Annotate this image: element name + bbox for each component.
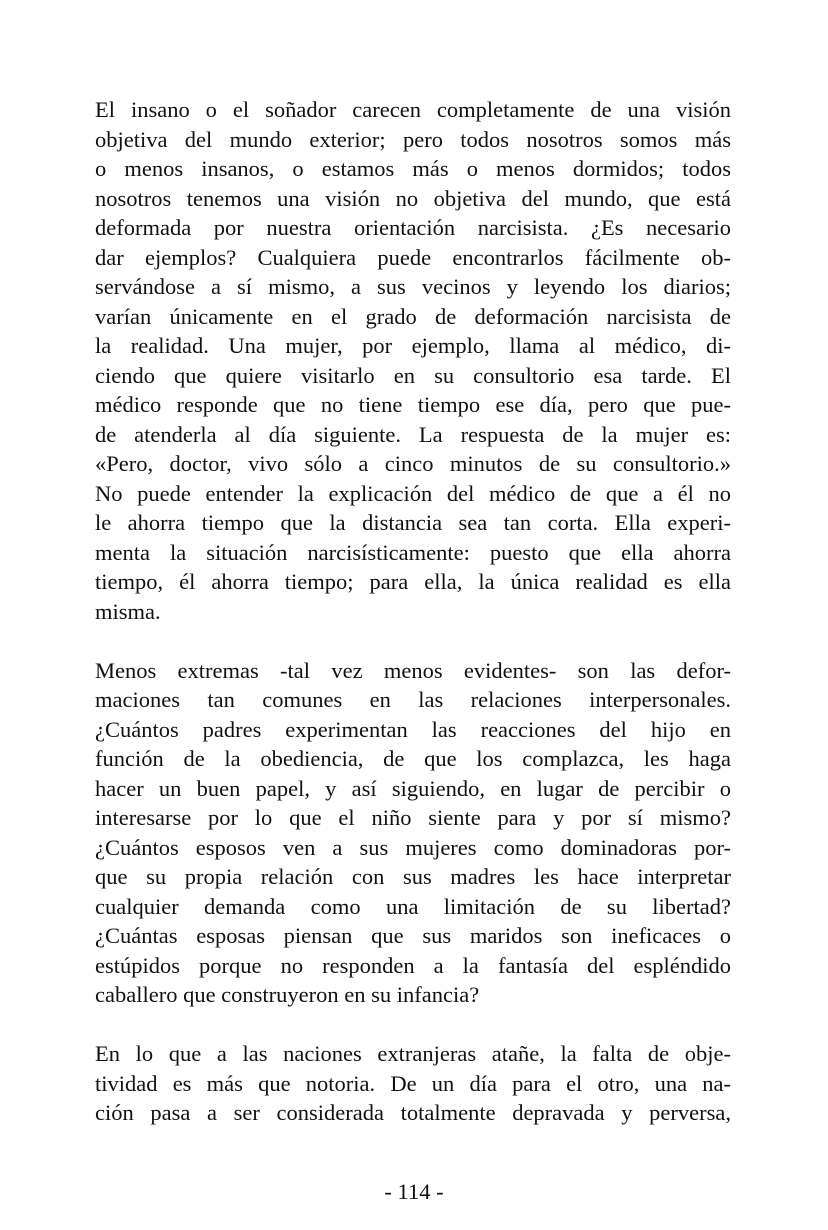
text-line: El insano o el soñador carecen completamente de una visión bbox=[95, 97, 731, 122]
text-line: ¿Cuántos padres experimentan las reacciones del hijo en bbox=[95, 716, 731, 742]
paragraph-gap bbox=[95, 626, 731, 656]
paragraph bbox=[95, 1039, 731, 1128]
text-line: ciendo que quiere visitarlo en su consultorio esa tarde. El bbox=[95, 362, 731, 388]
text-line: «Pero, doctor, vivo sólo a cinco minutos de su consultorio.» bbox=[95, 451, 731, 476]
text-line: ¿Cuántos esposos ven a sus mujeres como dominadoras por- bbox=[95, 834, 731, 860]
text-line: varían únicamente en el grado de deformación narcisista de bbox=[95, 303, 731, 329]
text-line: ción pasa a ser considerada totalmente depravada y perversa, bbox=[95, 1100, 731, 1125]
text-line: deformada por nuestra orientación narcisista. ¿Es necesario bbox=[95, 215, 731, 240]
text-line: interesarse por lo que el niño siente para y por sí mismo? bbox=[95, 805, 731, 830]
text-line: servándose a sí mismo, a sus vecinos y leyendo los diarios; bbox=[95, 274, 731, 299]
text-line: médico responde que no tiene tiempo ese día, pero que pue- bbox=[95, 392, 731, 417]
text-line: misma. bbox=[95, 598, 161, 624]
text-line: menta la situación narcisísticamente: puesto que ella ahorra bbox=[95, 539, 731, 565]
text-line: ¿Cuántas esposas piensan que sus maridos son ineficaces o bbox=[95, 923, 731, 948]
text-line: la realidad. Una mujer, por ejemplo, llama al médico, di- bbox=[95, 333, 731, 358]
text-line: o menos insanos, o estamos más o menos dormidos; todos bbox=[95, 156, 731, 181]
text-line: le ahorra tiempo que la distancia sea tan corta. Ella experi- bbox=[95, 510, 731, 535]
body-text bbox=[95, 95, 731, 1128]
text-line: cualquier demanda como una limitación de su libertad? bbox=[95, 893, 731, 919]
text-line: nosotros tenemos una visión no objetiva del mundo, que está bbox=[95, 185, 731, 211]
text-line: tiempo, él ahorra tiempo; para ella, la única realidad es ella bbox=[95, 569, 731, 594]
text-line: que su propia relación con sus madres les hace interpretar bbox=[95, 864, 731, 889]
text-line: función de la obediencia, de que los complazca, les haga bbox=[95, 746, 731, 771]
text-line: Menos extremas -tal vez menos evidentes- son las defor- bbox=[95, 657, 731, 683]
text-line: estúpidos porque no responden a la fantasía del espléndido bbox=[95, 952, 731, 978]
page-number: - 114 - bbox=[384, 1179, 444, 1204]
text-line: tividad es más que notoria. De un día para el otro, una na- bbox=[95, 1070, 731, 1096]
paragraph bbox=[95, 656, 731, 1010]
paragraph bbox=[95, 95, 731, 626]
text-line: En lo que a las naciones extranjeras atañe, la falta de obje- bbox=[95, 1041, 731, 1066]
text-line: objetiva del mundo exterior; pero todos nosotros somos más bbox=[95, 126, 731, 152]
paragraph-gap bbox=[95, 1010, 731, 1040]
text-line: No puede entender la explicación del médico de que a él no bbox=[95, 480, 731, 506]
text-line: de atenderla al día siguiente. La respuesta de la mujer es: bbox=[95, 421, 731, 447]
text-line: dar ejemplos? Cualquiera puede encontrarlos fácilmente ob- bbox=[95, 244, 731, 270]
text-line: maciones tan comunes en las relaciones interpersonales. bbox=[95, 687, 731, 712]
text-line: caballero que construyeron en su infancia? bbox=[95, 982, 480, 1007]
text-line: hacer un buen papel, y así siguiendo, en lugar de percibir o bbox=[95, 775, 731, 801]
